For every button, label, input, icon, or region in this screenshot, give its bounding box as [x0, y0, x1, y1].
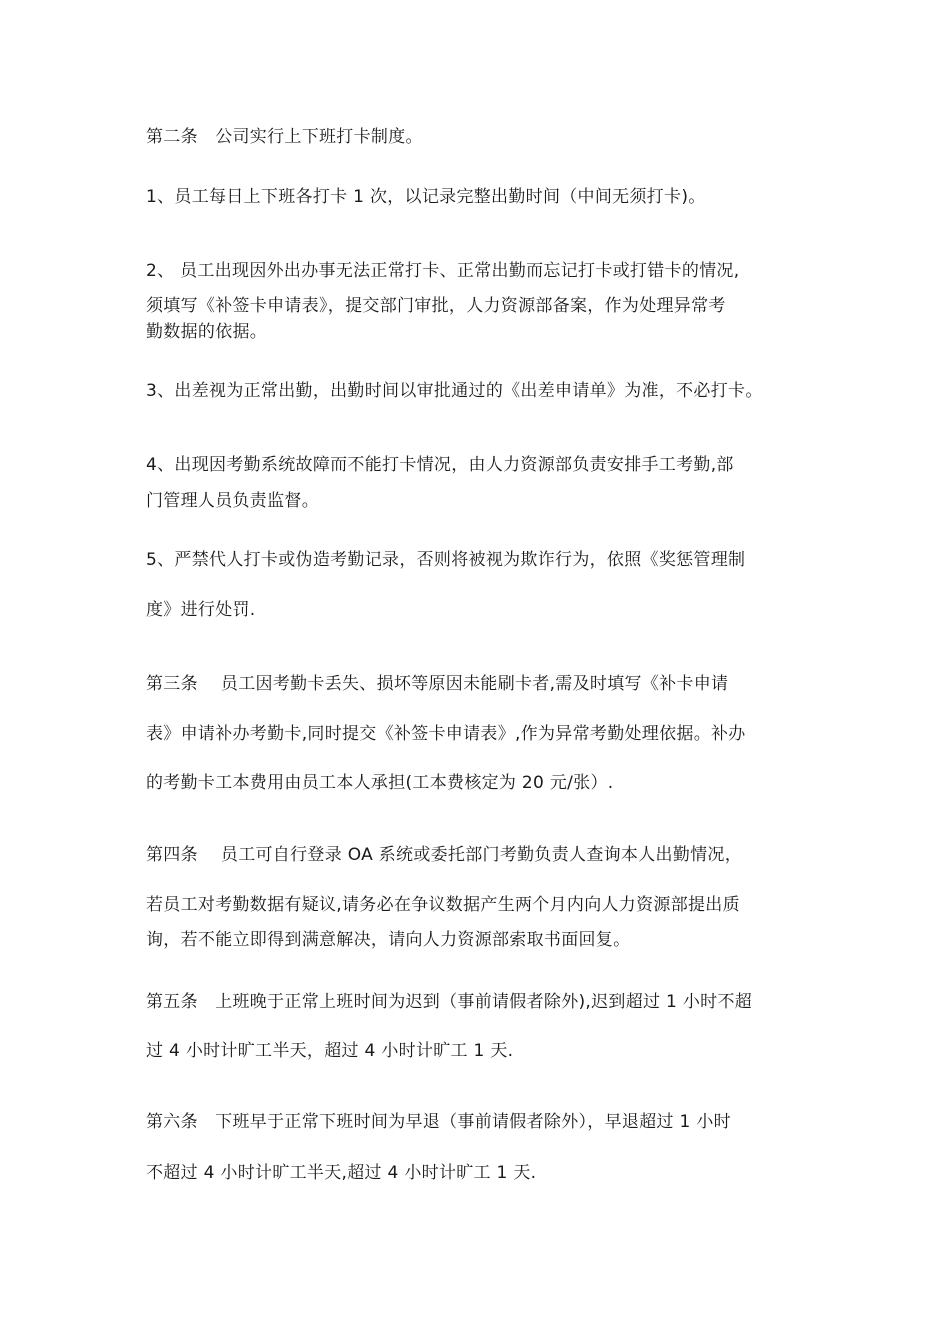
article-2-item-4-line-1: 4、出现因考勤系统故障而不能打卡情况，由人力资源部负责安排手工考勤,部	[146, 455, 734, 475]
article-3-line-2: 表》申请补办考勤卡,同时提交《补签卡申请表》,作为异常考勤处理依据。补办	[146, 724, 746, 744]
article-2-item-5-line-1: 5、严禁代人打卡或伪造考勤记录，否则将被视为欺诈行为，依照《奖惩管理制	[146, 550, 746, 570]
article-2-item-1: 1、员工每日上下班各打卡 1 次，以记录完整出勤时间（中间无须打卡)。	[146, 187, 706, 207]
article-5-line-2: 过 4 小时计旷工半天，超过 4 小时计旷工 1 天.	[146, 1041, 514, 1061]
article-2-item-2-line-1: 2、 员工出现因外出办事无法正常打卡、正常出勤而忘记打卡或打错卡的情况,	[146, 261, 740, 281]
article-4-line-2: 若员工对考勤数据有疑议,请务必在争议数据产生两个月内向人力资源部提出质	[146, 895, 740, 915]
article-6-line-1: 第六条 下班早于正常下班时间为早退（事前请假者除外），早退超过 1 小时	[146, 1112, 731, 1132]
article-6-line-2: 不超过 4 小时计旷工半天,超过 4 小时计旷工 1 天.	[146, 1163, 537, 1183]
article-3-line-3: 的考勤卡工本费用由员工本人承担(工本费核定为 20 元/张）.	[146, 773, 614, 793]
article-5-line-1: 第五条 上班晚于正常上班时间为迟到（事前请假者除外),迟到超过 1 小时不超	[146, 992, 753, 1012]
article-4-line-1: 第四条 员工可自行登录 OA 系统或委托部门考勤负责人查询本人出勤情况，	[146, 845, 743, 865]
article-3-line-1: 第三条 员工因考勤卡丢失、损坏等原因未能刷卡者,需及时填写《补卡申请	[146, 674, 729, 694]
article-2-item-2-line-3: 勤数据的依据。	[146, 322, 268, 342]
article-2-item-2-line-2: 须填写《补签卡申请表》，提交部门审批，人力资源部备案，作为处理异常考	[146, 296, 726, 316]
article-2-item-4-line-2: 门管理人员负责监督。	[146, 491, 319, 511]
article-4-line-3: 询，若不能立即得到满意解决，请向人力资源部索取书面回复。	[146, 930, 631, 950]
article-2-item-5-line-2: 度》进行处罚.	[146, 600, 256, 620]
article-2-title: 第二条 公司实行上下班打卡制度。	[146, 127, 423, 147]
article-2-item-3: 3、出差视为正常出勤，出勤时间以审批通过的《出差申请单》为准，不必打卡。	[146, 381, 763, 401]
